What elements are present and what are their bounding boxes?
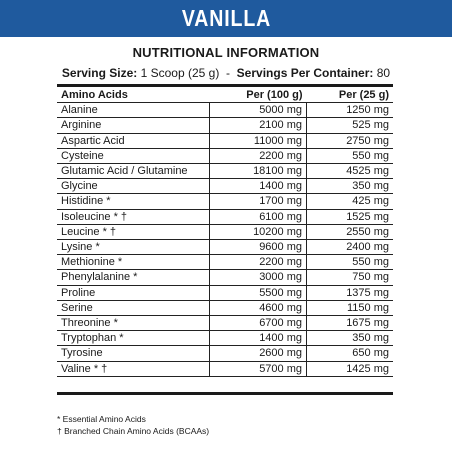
- amino-acid-name: Aspartic Acid: [57, 133, 210, 148]
- amount-per-100g: 5700 mg: [210, 361, 307, 376]
- amount-per-25g: 1425 mg: [307, 361, 394, 376]
- table-top-rule: [57, 84, 393, 87]
- amino-acid-name: Tyrosine: [57, 346, 210, 361]
- amino-acid-name: Valine * †: [57, 361, 210, 376]
- table-row: [57, 164, 393, 179]
- table-row: [57, 240, 393, 255]
- amount-per-100g: 2600 mg: [210, 346, 307, 361]
- amount-per-100g: 6700 mg: [210, 316, 307, 331]
- serving-size-label: Serving Size:: [61, 66, 138, 80]
- amount-per-100g: 2100 mg: [210, 118, 307, 133]
- amount-per-25g: 1375 mg: [307, 285, 394, 300]
- amount-per-100g: 5500 mg: [210, 285, 307, 300]
- amount-per-100g: 2200 mg: [210, 255, 307, 270]
- header-per-100g: Per (100 g): [210, 88, 307, 103]
- amino-acid-name: Glutamic Acid / Glutamine: [57, 164, 210, 179]
- amount-per-25g: 650 mg: [307, 346, 394, 361]
- amount-per-25g: 2400 mg: [307, 240, 394, 255]
- amino-acid-name: Tryptophan *: [57, 331, 210, 346]
- nutrition-heading: NUTRITIONAL INFORMATION: [132, 45, 320, 60]
- amino-acid-name: Phenylalanine *: [57, 270, 210, 285]
- amount-per-25g: 1525 mg: [307, 209, 394, 224]
- servings-per-container-label: Servings Per Container:: [236, 66, 374, 80]
- amount-per-25g: 525 mg: [307, 118, 394, 133]
- amount-per-100g: 6100 mg: [210, 209, 307, 224]
- amount-per-25g: 350 mg: [307, 179, 394, 194]
- serving-size-value: 1 Scoop (25 g): [140, 66, 220, 80]
- amino-acid-name: Threonine *: [57, 316, 210, 331]
- amount-per-100g: 5000 mg: [210, 103, 307, 118]
- amount-per-100g: 10200 mg: [210, 224, 307, 239]
- amino-acid-name: Leucine * †: [57, 224, 210, 239]
- amount-per-100g: 1700 mg: [210, 194, 307, 209]
- amino-acid-name: Cysteine: [57, 148, 210, 163]
- amino-acid-name: Arginine: [57, 118, 210, 133]
- serving-separator: -: [226, 66, 230, 80]
- amount-per-25g: 1675 mg: [307, 316, 394, 331]
- amount-per-100g: 1400 mg: [210, 331, 307, 346]
- footnote-bcaa: † Branched Chain Amino Acids (BCAAs): [57, 426, 210, 436]
- amino-acid-name: Methionine *: [57, 255, 210, 270]
- amount-per-25g: 2750 mg: [307, 133, 394, 148]
- amount-per-25g: 750 mg: [307, 270, 394, 285]
- amino-acid-name: Proline: [57, 285, 210, 300]
- table-row: [57, 255, 393, 270]
- table-row: [57, 118, 393, 133]
- amount-per-25g: 4525 mg: [307, 164, 394, 179]
- flavor-banner: [0, 0, 452, 37]
- amino-acid-name: Glycine: [57, 179, 210, 194]
- amino-acid-rows: [57, 103, 393, 377]
- table-row: [57, 194, 393, 209]
- table-row: [57, 346, 393, 361]
- amount-per-100g: 4600 mg: [210, 300, 307, 315]
- amount-per-25g: 550 mg: [307, 148, 394, 163]
- amount-per-100g: 18100 mg: [210, 164, 307, 179]
- header-amino-acids: Amino Acids: [57, 88, 210, 103]
- amino-acid-name: Serine: [57, 300, 210, 315]
- header-per-25g: Per (25 g): [307, 88, 394, 103]
- amount-per-100g: 1400 mg: [210, 179, 307, 194]
- table-row: [57, 224, 393, 239]
- table-row: [57, 331, 393, 346]
- table-row: [57, 209, 393, 224]
- amount-per-25g: 1250 mg: [307, 103, 394, 118]
- table-row: [57, 361, 393, 376]
- amount-per-100g: 3000 mg: [210, 270, 307, 285]
- table-row: [57, 300, 393, 315]
- table-row: [57, 285, 393, 300]
- flavor-title: VANILLA: [181, 5, 271, 31]
- amino-acid-name: Lysine *: [57, 240, 210, 255]
- table-header-row: [57, 88, 393, 103]
- amino-acid-name: Alanine: [57, 103, 210, 118]
- table-row: [57, 103, 393, 118]
- amount-per-25g: 350 mg: [307, 331, 394, 346]
- table-row: [57, 316, 393, 331]
- table-row: [57, 270, 393, 285]
- amount-per-25g: 550 mg: [307, 255, 394, 270]
- amino-acid-name: Isoleucine * †: [57, 209, 210, 224]
- amount-per-25g: 2550 mg: [307, 224, 394, 239]
- amino-acid-name: Histidine *: [57, 194, 210, 209]
- table-bottom-rule: [57, 392, 393, 395]
- amount-per-25g: 1150 mg: [307, 300, 394, 315]
- amount-per-100g: 11000 mg: [210, 133, 307, 148]
- servings-per-container-value: 80: [376, 66, 391, 80]
- table-row: [57, 133, 393, 148]
- amino-acid-table: [57, 88, 393, 377]
- footnote-essential: * Essential Amino Acids: [57, 414, 146, 424]
- amount-per-25g: 425 mg: [307, 194, 394, 209]
- serving-info: [0, 66, 452, 80]
- amount-per-100g: 2200 mg: [210, 148, 307, 163]
- table-row: [57, 148, 393, 163]
- amount-per-100g: 9600 mg: [210, 240, 307, 255]
- footnotes: [57, 413, 209, 437]
- table-row: [57, 179, 393, 194]
